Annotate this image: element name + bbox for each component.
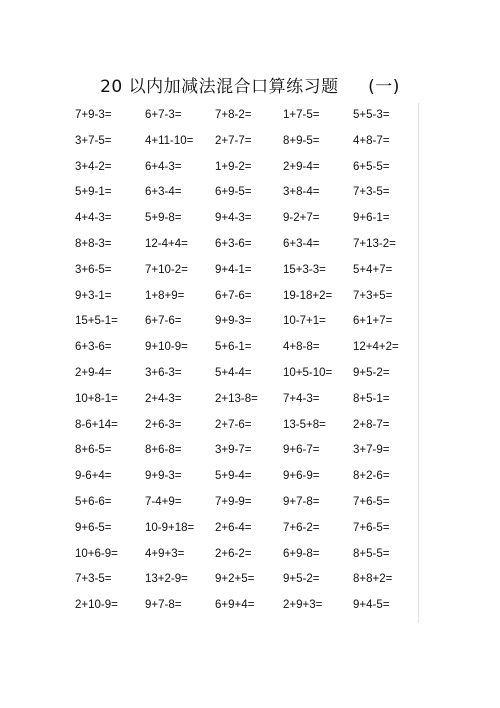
problem-cell: 1+7-5= (283, 109, 320, 121)
problem-cell: 9+9-3= (215, 315, 252, 328)
problem-cell: 9+10-9= (145, 341, 188, 354)
problem-cell: 9+6-9= (283, 470, 320, 483)
problem-cell: 10+6-9= (75, 547, 118, 560)
problem-cell: 4+11-10= (145, 134, 194, 147)
problem-cell: 6+5-5= (353, 160, 390, 173)
problem-cell: 6+3-4= (283, 237, 320, 250)
problem-cell: 13+2-9= (145, 573, 188, 586)
problem-cell: 7+3+5= (353, 289, 393, 302)
problem-cell: 5+6-1= (215, 341, 252, 354)
problem-cell: 10+5-10= (283, 366, 333, 379)
vertical-divider (418, 103, 419, 623)
problem-cell: 4+4-3= (75, 212, 112, 225)
problem-cell: 9-2+7= (283, 212, 320, 225)
problem-cell: 7+9-3= (75, 109, 112, 121)
problem-cell: 5+9-8= (145, 212, 182, 225)
problem-cell: 7+10-2= (145, 263, 188, 276)
problem-cell: 7+9-9= (215, 495, 252, 508)
problem-cell: 7+6-2= (283, 521, 320, 534)
problem-cell: 7+8-2= (215, 109, 252, 121)
problem-cell: 10-9+18= (145, 521, 195, 534)
problem-grid (75, 103, 420, 619)
problem-cell: 8+5-5= (353, 547, 390, 560)
problem-cell: 5+6-6= (75, 495, 112, 508)
problem-cell: 3+7-5= (75, 134, 112, 147)
problem-cell: 1+8+9= (145, 289, 185, 302)
problem-cell: 19-18+2= (283, 289, 333, 302)
problem-cell: 2+9-4= (75, 366, 112, 379)
problem-cell: 1+9-2= (215, 160, 252, 173)
problem-cell: 9+6-5= (75, 521, 112, 534)
problem-cell: 6+3-6= (75, 341, 112, 354)
problem-cell: 8+9-5= (283, 134, 320, 147)
problem-cell: 4+8-8= (283, 341, 320, 354)
problem-cell: 6+7-3= (145, 109, 182, 121)
problem-cell: 2+13-8= (215, 392, 258, 405)
problem-cell: 5+9-4= (215, 470, 252, 483)
problem-cell: 7+6-5= (353, 495, 390, 508)
problem-cell: 9+7-8= (283, 495, 320, 508)
problem-cell: 15+5-1= (75, 315, 118, 328)
problem-cell: 9+4-1= (215, 263, 252, 276)
problem-cell: 7-4+9= (145, 495, 182, 508)
problem-cell: 9+2+5= (215, 573, 255, 586)
problem-cell: 2+7-6= (215, 418, 252, 431)
problem-cell: 9+9-3= (145, 470, 182, 483)
page-title: 20 以内加减法混合口算练习题 (一) (100, 77, 400, 97)
problem-cell: 2+10-9= (75, 599, 118, 612)
problem-cell: 2+8-7= (353, 418, 390, 431)
problem-cell: 7+6-5= (353, 521, 390, 534)
problem-cell: 4+9+3= (145, 547, 185, 560)
problem-cell: 9+7-8= (145, 599, 182, 612)
problem-cell: 9+6-1= (353, 212, 390, 225)
problem-cell: 9+3-1= (75, 289, 112, 302)
problem-cell: 10-7+1= (283, 315, 326, 328)
problem-cell: 6+9-5= (215, 186, 252, 199)
problem-cell: 7+4-3= (283, 392, 320, 405)
problem-cell: 6+9+4= (215, 599, 255, 612)
problem-cell: 5+4-4= (215, 366, 252, 379)
problem-cell: 5+5-3= (353, 109, 390, 121)
problem-cell: 3+8-4= (283, 186, 320, 199)
problem-cell: 6+3-4= (145, 186, 182, 199)
problem-cell: 2+4-3= (145, 392, 182, 405)
problem-cell: 3+7-9= (353, 444, 390, 457)
problem-cell: 2+6-4= (215, 521, 252, 534)
problem-cell: 2+6-2= (215, 547, 252, 560)
problem-cell: 2+9+3= (283, 599, 323, 612)
problem-cell: 9-6+4= (75, 470, 112, 483)
problem-cell: 10+8-1= (75, 392, 118, 405)
problem-cell: 6+3-6= (215, 237, 252, 250)
problem-cell: 13-5+8= (283, 418, 326, 431)
problem-cell: 4+8-7= (353, 134, 390, 147)
problem-cell: 6+4-3= (145, 160, 182, 173)
problem-cell: 3+4-2= (75, 160, 112, 173)
problem-cell: 9+4-5= (353, 599, 390, 612)
problem-cell: 2+6-3= (145, 418, 182, 431)
problem-cell: 6+7-6= (215, 289, 252, 302)
problem-cell: 12+4+2= (353, 341, 399, 354)
problem-cell: 8+6-5= (75, 444, 112, 457)
problem-cell: 6+7-6= (145, 315, 182, 328)
problem-cell: 8+6-8= (145, 444, 182, 457)
problem-cell: 7+3-5= (353, 186, 390, 199)
problem-cell: 2+9-4= (283, 160, 320, 173)
problem-cell: 15+3-3= (283, 263, 326, 276)
problem-cell: 5+4+7= (353, 263, 393, 276)
problem-cell: 8-6+14= (75, 418, 118, 431)
problem-cell: 3+9-7= (215, 444, 252, 457)
problem-cell: 3+6-3= (145, 366, 182, 379)
problem-cell: 8+8+2= (353, 573, 393, 586)
problem-cell: 8+8-3= (75, 237, 112, 250)
problem-cell: 7+3-5= (75, 573, 112, 586)
problem-cell: 9+5-2= (283, 573, 320, 586)
problem-cell: 9+4-3= (215, 212, 252, 225)
problem-cell: 6+1+7= (353, 315, 393, 328)
problem-cell: 2+7-7= (215, 134, 252, 147)
problem-cell: 12-4+4= (145, 237, 188, 250)
problem-cell: 8+5-1= (353, 392, 390, 405)
problem-cell: 7+13-2= (353, 237, 396, 250)
problem-cell: 9+6-7= (283, 444, 320, 457)
problem-cell: 9+5-2= (353, 366, 390, 379)
problem-cell: 3+6-5= (75, 263, 112, 276)
problem-cell: 6+9-8= (283, 547, 320, 560)
problem-cell: 8+2-6= (353, 470, 390, 483)
problem-cell: 5+9-1= (75, 186, 112, 199)
